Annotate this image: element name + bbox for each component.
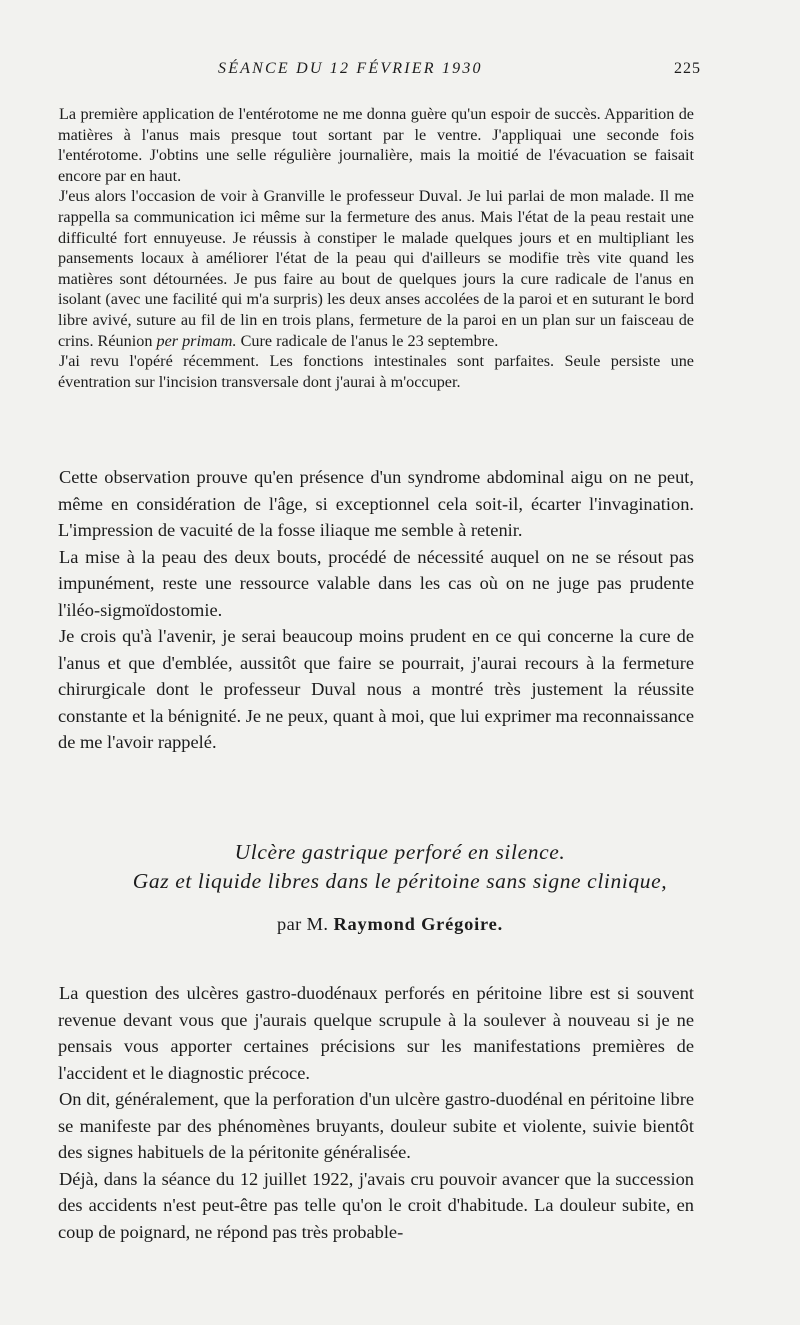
paragraph-text: J'eus alors l'occasion de voir à Granville le professeur Duval. Je lui parlai de mon malade. Il me rappella sa communication ici même sur la fermeture des anus. Mais l'état de la peau restait une difficulté fort ennuyeuse. Je réussis à constiper le malade quelques jours et en multipliant les pansements locaux à améliorer l'état de la peau qui d'ailleurs se modifie très vite quand les matières sont détournées. Je pus faire au bout de quelques jours la cure radicale de l'anus en isolant (avec une facilité qui m'a surpris) les deux anses accolées de la paroi et en suturant le bord libre avivé, suture au fil de lin en trois plans, fermeture de la paroi en un plan sur un faisceau de crins. Réunion: [58, 187, 694, 350]
discussion-text: [58, 464, 694, 756]
article-body-text: [58, 980, 694, 1245]
paragraph: J'ai revu l'opéré récemment. Les fonctions intestinales sont parfaites. Seule persiste une éventration sur l'incision transversale dont j'aurai à m'occuper.: [58, 352, 694, 391]
article-title: [0, 838, 800, 896]
article-title-line: Gaz et liquide libres dans le péritoine sans signe clinique,: [132, 869, 668, 893]
paragraph-text: Cure radicale de l'anus le 23 septembre.: [236, 331, 499, 350]
running-head: [0, 60, 800, 82]
page-number: 225: [674, 60, 701, 77]
latin-term: per primam.: [156, 331, 237, 350]
paragraph: La question des ulcères gastro-duodénaux perforés en péritoine libre est si souvent revenue devant vous que j'aurais quelque scrupule à la soulever à nouveau si je ne pensais vous apporter certaines précisions sur les manifestations premières de l'accident et le diagnostic précoce.: [58, 983, 694, 1083]
paragraph: Je crois qu'à l'avenir, je serai beaucoup moins prudent en ce qui concerne la cure de l'anus et que d'emblée, aussitôt que faire se pourrait, j'aurai recours à la fermeture chirurgicale dont le professeur Duval nous a montré très justement la réussite constante et la bénignité. Je ne peux, quant à moi, que lui exprimer ma reconnaissance de me l'avoir rappelé.: [58, 626, 694, 752]
paragraph: La première application de l'entérotome ne me donna guère qu'un espoir de succès. Apparition de matières à l'anus mais presque tout sortant par le ventre. J'appliquai une seconde fois l'entérotome. J'obtins une selle régulière journalière, mais la moitié de l'évacuation se faisait encore par en haut.: [58, 105, 694, 185]
paragraph: Déjà, dans la séance du 12 juillet 1922, j'avais cru pouvoir avancer que la succession des accidents n'est peut-être pas telle qu'on le croit d'habitude. La douleur subite, en coup de poignard, ne répond pas très probable-: [58, 1168, 694, 1242]
author-name: Raymond Grégoire.: [333, 914, 503, 934]
byline-prefix: par M.: [277, 914, 334, 934]
case-report-text: [58, 104, 694, 392]
paragraph: On dit, généralement, que la perforation d'un ulcère gastro-duodénal en péritoine libre se manifeste par des phénomènes bruyants, douleur subite et violente, suivie bientôt des signes habituels de la péritonite généralisée.: [58, 1089, 694, 1162]
paragraph: La mise à la peau des deux bouts, procédé de nécessité auquel on ne se résout pas impunément, reste une ressource valable dans les cas où on ne juge pas prudente l'iléo-sigmoïdostomie.: [58, 546, 694, 620]
paragraph: Cette observation prouve qu'en présence d'un syndrome abdominal aigu on ne peut, même en considération de l'âge, si exceptionnel cela soit-il, écarter l'invagination. L'impression de vacuité de la fosse iliaque me semble à retenir.: [58, 467, 694, 540]
paragraph: [58, 186, 694, 351]
running-title: SÉANCE DU 12 FÉVRIER 1930: [218, 60, 483, 77]
article-title-line: Ulcère gastrique perforé en silence.: [234, 840, 566, 864]
byline: [0, 914, 780, 935]
